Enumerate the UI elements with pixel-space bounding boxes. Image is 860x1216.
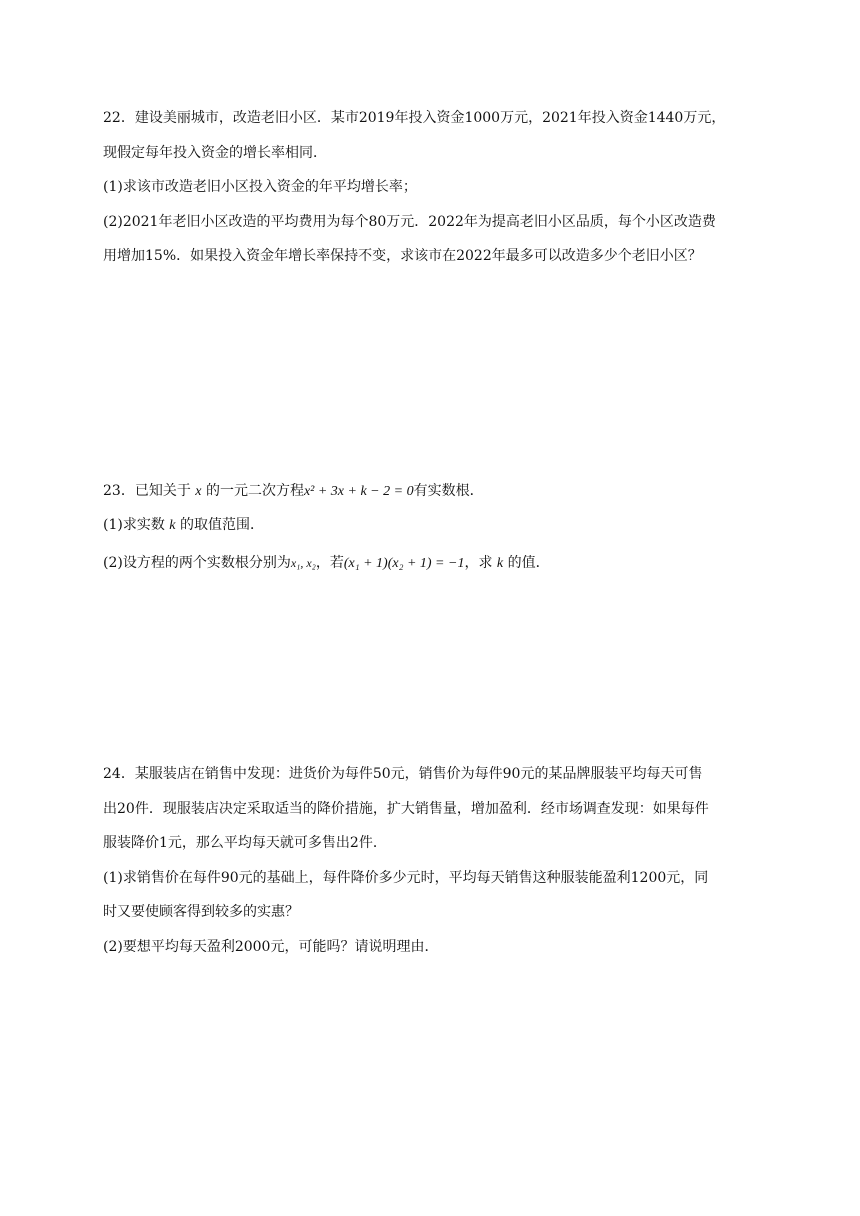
q23-part2-mid: ，若 bbox=[315, 555, 344, 571]
q22-number: 22． bbox=[103, 110, 135, 126]
q23-part2-before: (2)设方程的两个实数根分别为 bbox=[103, 555, 291, 571]
q22-line-1 bbox=[103, 108, 725, 128]
q23-intro-mid: 的一元二次方程 bbox=[205, 483, 304, 499]
q24-part-1-line-2: 时又要使顾客得到较多的实惠？ bbox=[103, 904, 299, 920]
q23-part-1 bbox=[103, 515, 264, 536]
q23-roots: x₁, x₂ bbox=[290, 556, 316, 570]
q24-line-1 bbox=[103, 764, 702, 784]
q24-part-2: (2)要想平均每天盈利2000元，可能吗？请说明理由． bbox=[103, 939, 439, 955]
q23-var-k-2: k bbox=[496, 556, 504, 571]
q23-var-k: k bbox=[169, 518, 176, 533]
q23-var-x: x bbox=[195, 484, 202, 499]
q23-intro bbox=[103, 481, 484, 502]
q22-part-2-line-1: (2)2021年老旧小区改造的平均费用为每个80万元．2022年为提高老旧小区品质，每个小区改造费 bbox=[103, 214, 716, 230]
q22-part-2-line-2: 用增加15%．如果投入资金年增长率保持不变，求该市在2022年最多可以改造多少个老旧小区？ bbox=[103, 248, 702, 264]
q22-text-1: 建设美丽城市，改造老旧小区．某市2019年投入资金1000万元，2021年投入资金1440万元， bbox=[134, 110, 726, 126]
q24-line-3: 服装降价1元，那么平均每天就可多售出2件． bbox=[103, 835, 387, 851]
q22-line-2: 现假定每年投入资金的增长率相同． bbox=[103, 145, 327, 161]
q23-part2-mid2: ，求 bbox=[464, 555, 493, 571]
q23-intro-before: 已知关于 bbox=[134, 483, 191, 499]
q23-condition: (x₁ + 1)(x₂ + 1) = −1 bbox=[343, 556, 465, 571]
q23-part1-after: 的取值范围． bbox=[179, 517, 264, 533]
q23-part-2 bbox=[103, 553, 550, 574]
q24-text-1: 某服装店在销售中发现：进货价为每件50元，销售价为每件90元的某品牌服装平均每天可售 bbox=[134, 766, 703, 782]
q24-number: 24． bbox=[103, 766, 135, 782]
q24-part-1-line-1: (1)求销售价在每件90元的基础上，每件降价多少元时，平均每天销售这种服装能盈利1200元，同 bbox=[103, 870, 709, 886]
q23-part1-before: (1)求实数 bbox=[103, 517, 165, 533]
q22-part-1: (1)求该市改造老旧小区投入资金的年平均增长率； bbox=[103, 179, 417, 195]
q23-part2-after: 的值． bbox=[507, 555, 550, 571]
q24-line-2: 出20件．现服装店决定采取适当的降价措施，扩大销售量，增加盈利．经市场调查发现：如果每件 bbox=[103, 801, 709, 817]
q23-number: 23． bbox=[103, 483, 135, 499]
q23-intro-after: 有实数根． bbox=[413, 483, 484, 499]
q23-equation: x² + 3x + k − 2 = 0 bbox=[303, 484, 414, 499]
